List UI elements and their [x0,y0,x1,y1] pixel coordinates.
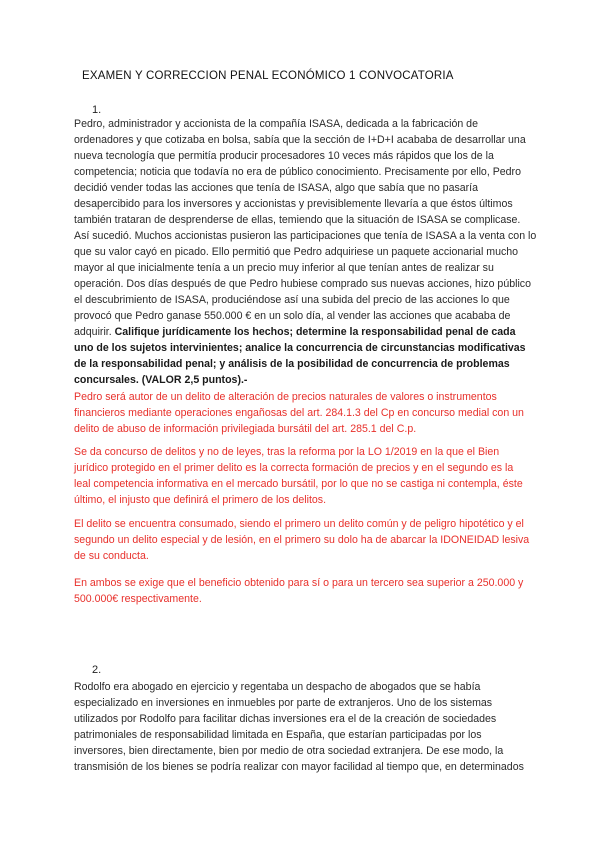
q1-statement-line: decidió vender todas las acciones que tenía de ISASA, algo que sabía que no pasaría [74,182,479,194]
answer-p1-line: financieros mediante operaciones engañosas del art. 284.1.3 del Cp en concurso medial con un [74,407,524,419]
q1-statement-line: Así sucedió. Muchos accionistas pusieron las participaciones que tenía de ISASA a la venta con lo [74,230,537,242]
q1-statement-line: mayor al que inicialmente tenía a un precio muy inferior al que tenían antes de realizar su [74,262,494,274]
q1-statement-line: provocó que Pedro ganase 550.000 € en un solo día, al vender las acciones que acababa de [74,310,511,322]
q2-statement-line: utilizados por Rodolfo para facilitar dichas inversiones era el de la creación de sociedades [74,713,497,725]
q1-instructions-line: uno de los sujetos intervinientes; analice la concurrencia de circunstancias modificativas [74,342,526,354]
q1-statement-line: nueva tecnología que permitía producir procesadores 10 veces más rápidos que los de la [74,150,494,162]
answer-p4-line: En ambos se exige que el beneficio obtenido para sí o para un tercero sea superior a 250.000 y [74,577,524,589]
q2-statement-line: patrimoniales de responsabilidad limitada en España, que estarían participadas por los [74,729,482,741]
document-title: EXAMEN Y CORRECCION PENAL ECONÓMICO 1 CONVOCATORIA [82,70,454,82]
q2-statement-line: Rodolfo era abogado en ejercicio y regentaba un despacho de abogados que se había [74,681,481,693]
q2-statement-line: inversores, bien directamente, bien por medio de otra sociedad extranjera. De ese modo, la [74,745,504,757]
q2-statement-line: especializado en inversiones en inmuebles por parte de extranjeros. Uno de los sistemas [74,697,493,709]
answer-p1-line: Pedro será autor de un delito de alteración de precios naturales de valores o instrumentos [74,391,497,403]
q1-instructions-line: concursales. (VALOR 2,5 puntos).- [74,374,248,386]
q1-statement-line: Pedro, administrador y accionista de la compañía ISASA, dedicada a la fabricación de [74,118,478,130]
answer-p2-line: jurídico protegido en el primer delito es la correcta formación de precios y en el segundo es la [74,462,514,474]
q1-statement-line: operación. Dos días después de que Pedro hubiese comprado sus nuevas acciones, hizo público [74,278,532,290]
q1-statement-line: competencia; noticia que todavía no era de público conocimiento. Precisamente por ello, Pedro [74,166,521,178]
answer-p1-line: delito de abuso de información privilegiada bursátil del art. 285.1 del C.p. [74,423,417,435]
question-2-number: 2. [92,664,102,676]
answer-p2-line: Se da concurso de delitos y no de leyes, tras la reforma por la LO 1/2019 en la que el Bien [74,446,500,458]
q1-statement-line: ordenadores y que cotizaba en bolsa, sabía que la sección de I+D+I acababa de desarrollar una [74,134,526,146]
question-1-number: 1. [92,104,102,116]
q1-instructions-bold: Califique jurídicamente los hechos; determine la responsabilidad penal de cada [114,326,516,338]
q2-statement-line: transmisión de los bienes se podría realizar con mayor facilidad al tiempo que, en determinados [74,761,524,773]
answer-p4-line: 500.000€ respectivamente. [74,593,202,605]
q1-statement-last-line [74,325,516,339]
q1-statement-line: también trataran de desprenderse de ellas, temiendo que la situación de ISASA se complicase. [74,214,521,226]
q1-statement-line: que su valor cayó en picado. Ello permitió que Pedro adquiriese un paquete accionarial mucho [74,246,519,258]
q1-instructions-line: de la responsabilidad penal; y análisis de la posibilidad de concurrencia de problemas [74,358,510,370]
answer-p3-line: de su conducta. [74,550,149,562]
answer-p2-line: leal competencia informativa en el mercado bursátil, por lo que no se castiga ni contempla, éste [74,478,523,490]
answer-p3-line: El delito se encuentra consumado, siendo el primero un delito común y de peligro hipotético y el [74,518,524,530]
answer-p3-line: segundo un delito especial y de lesión, en el primero su dolo ha de abarcar la IDONEIDAD lesiva [74,534,530,546]
q1-statement-line: el descubrimiento de ISASA, produciéndose así una subida del precio de las acciones lo que [74,294,510,306]
q1-statement-plain: adquirir. [74,326,115,338]
q1-statement-line: desapercibido para los inversores y accionistas y previsiblemente llevaría a que éstos últimos [74,198,513,210]
answer-p2-line: último, el injusto que definirá el primero de los delitos. [74,494,327,506]
